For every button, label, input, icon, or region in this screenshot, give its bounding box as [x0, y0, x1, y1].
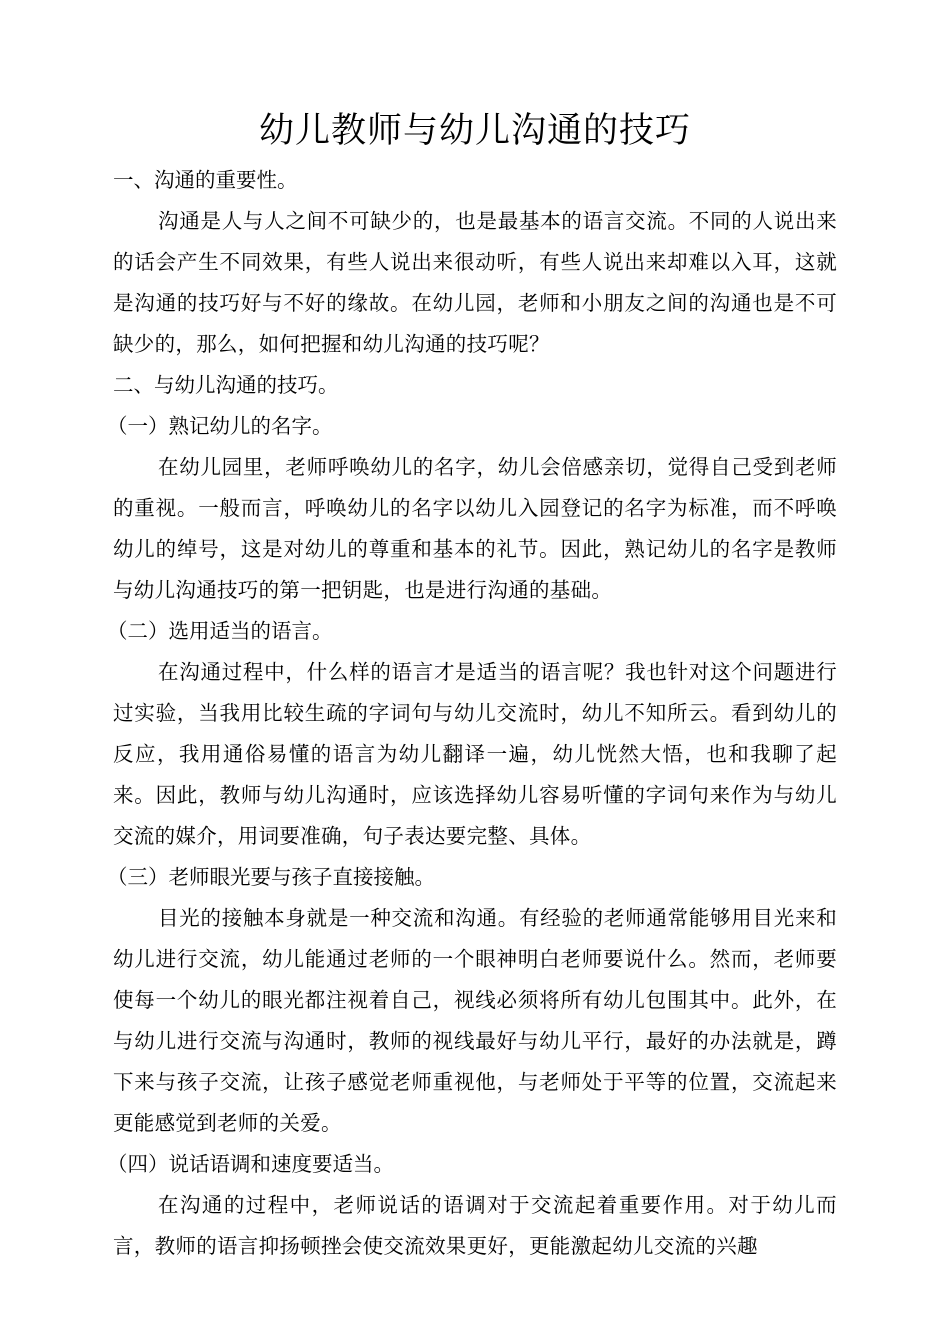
- document-title: 幼儿教师与幼儿沟通的技巧: [258, 111, 691, 151]
- paragraph-eye-contact: 目光的接触本身就是一种交流和沟通。有经验的老师通常能够用目光来和幼儿进行交流，幼儿能通过老师的一个眼神明白老师要说什么。然而，老师要使每一个幼儿的眼光都注视着自己，视线必须将所有幼儿包围其中。此外，在与幼儿进行交流与沟通时，教师的视线最好与幼儿平行，最好的办法就是，蹲下来与孩子交流，让孩子感觉老师重视他，与老师处于平等的位置，交流起来更能感觉到老师的关爱。: [113, 906, 837, 1135]
- paragraph-remember-names: 在幼儿园里，老师呼唤幼儿的名字，幼儿会倍感亲切，觉得自己受到老师的重视。一般而言，呼唤幼儿的名字以幼儿入园登记的名字为标准，而不呼唤幼儿的绰号，这是对幼儿的尊重和基本的礼节。因此，熟记幼儿的名字是教师与幼儿沟通技巧的第一把钥匙，也是进行沟通的基础。: [113, 455, 837, 602]
- subheading-tone-speed: （四）说话语调和速度要适当。: [107, 1152, 394, 1176]
- document-body: [107, 160, 837, 1267]
- paragraph-appropriate-language: 在沟通过程中，什么样的语言才是适当的语言呢？我也针对这个问题进行过实验，当我用比较生疏的字词句与幼儿交流时，幼儿不知所云。看到幼儿的反应，我用通俗易懂的语言为幼儿翻译一遍，幼儿恍然大悟，也和我聊了起来。因此，教师与幼儿沟通时，应该选择幼儿容易听懂的字词句来作为与幼儿交流的媒介，用词要准确，句子表达要完整、具体。: [113, 660, 837, 848]
- subheading-remember-names: （一）熟记幼儿的名字。: [107, 414, 333, 438]
- subheading-eye-contact: （三）老师眼光要与孩子直接接触。: [107, 865, 435, 889]
- paragraph-importance: 沟通是人与人之间不可缺少的，也是最基本的语言交流。不同的人说出来的话会产生不同效果，有些人说出来很动听，有些人说出来却难以入耳，这就是沟通的技巧好与不好的缘故。在幼儿园，老师和小朋友之间的沟通也是不可缺少的，那么，如何把握和幼儿沟通的技巧呢？: [113, 209, 837, 356]
- paragraph-tone-speed: 在沟通的过程中，老师说话的语调对于交流起着重要作用。对于幼儿而言，教师的语言抑扬顿挫会使交流效果更好，更能激起幼儿交流的兴趣: [113, 1193, 837, 1258]
- subheading-appropriate-language: （二）选用适当的语言。: [107, 619, 333, 643]
- section-heading-techniques: 二、与幼儿沟通的技巧。: [113, 373, 339, 397]
- section-heading-importance: 一、沟通的重要性。: [113, 168, 298, 192]
